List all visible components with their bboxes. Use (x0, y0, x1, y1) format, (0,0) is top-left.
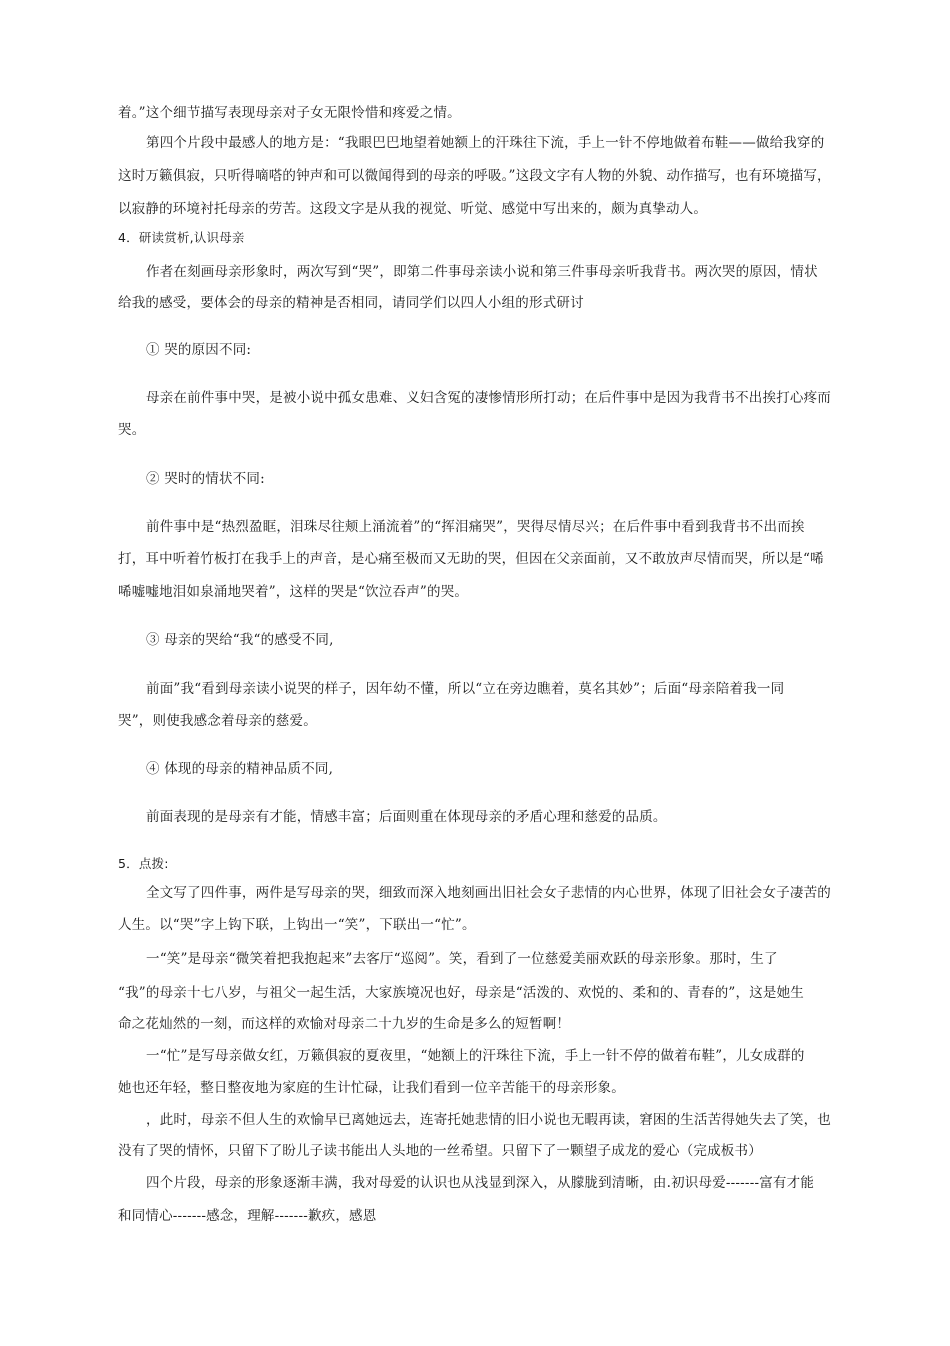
text-line: “我”的母亲十七八岁，与祖父一起生活，大家族境况也好，母亲是“活泼的、欢悦的、柔和的、青春的”，这是她生 (118, 985, 805, 1001)
text-line: 一“忙”是写母亲做女红，万籁俱寂的夏夜里，“她额上的汗珠往下流，手上一针不停的做着布鞋”，儿女成群的 (146, 1048, 805, 1064)
text-line: 全文写了四件事，两件是写母亲的哭，细致而深入地刻画出旧社会女子悲情的内心世界，体现了旧社会女子凄苦的 (146, 885, 831, 901)
text-line: 前面”我“看到母亲读小说哭的样子，因年幼不懂，所以“立在旁边瞧着，莫名其妙”；后面“母亲陪着我一同 (146, 681, 785, 697)
text-line: 这时万籁俱寂，只听得嘀嗒的钟声和可以微闻得到的母亲的呼吸。”这段文字有人物的外貌、动作描写，也有环境描写， (118, 168, 831, 184)
text-line: 人生。以“哭”字上钩下联，上钩出一“笑”，下联出一“忙”。 (118, 917, 476, 933)
text-line: 哭。 (118, 422, 146, 438)
text-line: 以寂静的环境衬托母亲的劳苦。这段文字是从我的视觉、听觉、感觉中写出来的，颇为真挚动人。 (118, 201, 708, 217)
subheading: ① 哭的原因不同: (146, 342, 252, 358)
subheading: ③ 母亲的哭给“我“的感受不同, (146, 632, 334, 648)
text-line: 没有了哭的情怀，只留下了盼儿子读书能出人头地的一丝希望。只留下了一颗望子成龙的爱心（完成板书） (118, 1143, 762, 1159)
text-line: 着。”这个细节描写表现母亲对子女无限怜惜和疼爱之情。 (118, 105, 461, 121)
text-line: 作者在刻画母亲形象时，两次写到“哭”，即第二件事母亲读小说和第三件事母亲听我背书。两次哭的原因，情状 (146, 264, 818, 280)
text-line: 命之花灿然的一刻，而这样的欢愉对母亲二十九岁的生命是多么的短暂啊！ (118, 1016, 571, 1032)
text-line: 母亲在前件事中哭，是被小说中孤女患难、义妇含冤的凄惨情形所打动；在后件事中是因为我背书不出挨打心疼而 (146, 390, 831, 406)
section-heading: 4．研读赏析,认识母亲 (118, 230, 245, 245)
text-line: 打，耳中听着竹板打在我手上的声音，是心痛至极而又无助的哭，但因在父亲面前，又不敢放声尽情而哭，所以是“唏 (118, 551, 824, 567)
text-line: 给我的感受，要体会的母亲的精神是否相同，请同学们以四人小组的形式研讨 (118, 295, 584, 311)
text-line: ，此时，母亲不但人生的欢愉早已离她远去，连寄托她悲情的旧小说也无暇再读，窘困的生活苦得她失去了笑，也 (146, 1112, 831, 1128)
section-heading: 5．点拨: (118, 856, 169, 871)
subheading: ② 哭时的情状不同: (146, 471, 265, 487)
text-line: 四个片段，母亲的形象逐渐丰满，我对母爱的认识也从浅显到深入，从朦胧到清晰，由.初识母爱-------富有才能 (146, 1175, 815, 1191)
text-line: 前面表现的是母亲有才能，情感丰富；后面则重在体现母亲的矛盾心理和慈爱的品质。 (146, 809, 667, 825)
text-line: 前件事中是“热烈盈眶，泪珠尽往颊上涌流着”的“挥泪痛哭”，哭得尽情尽兴；在后件事中看到我背书不出而挨 (146, 519, 805, 535)
text-line: 她也还年轻，整日整夜地为家庭的生计忙碌，让我们看到一位辛苦能干的母亲形象。 (118, 1080, 625, 1096)
subheading: ④ 体现的母亲的精神品质不同, (146, 761, 334, 777)
text-line: 唏嘘嘘地泪如泉涌地哭着”，这样的哭是“饮泣吞声”的哭。 (118, 584, 469, 600)
text-line: 哭”，则使我感念着母亲的慈爱。 (118, 713, 317, 729)
text-line: 和同情心-------感念，理解-------歉疚，感恩 (118, 1208, 377, 1224)
text-line: 第四个片段中最感人的地方是：“我眼巴巴地望着她额上的汗珠往下流，手上一针不停地做着布鞋——做给我穿的 (146, 135, 825, 151)
text-line: 一“笑”是母亲“微笑着把我抱起来”去客厅“巡阅”。笑，看到了一位慈爱美丽欢跃的母亲形象。那时，生了 (146, 951, 778, 967)
